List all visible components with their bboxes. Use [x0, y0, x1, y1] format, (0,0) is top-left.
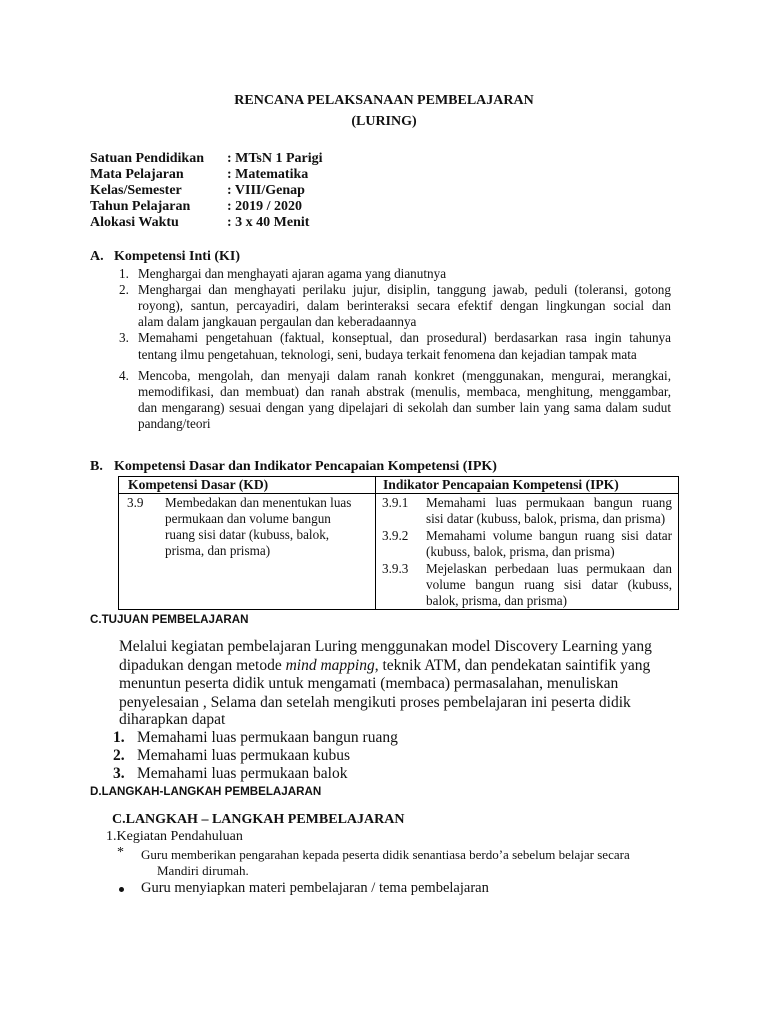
list-number: 1. — [113, 729, 125, 746]
paragraph-line: diharapkan dapat — [119, 711, 226, 728]
identity-key: Kelas/Semester — [90, 183, 182, 198]
paragraph-line: menuntun peserta didik untuk mengamati (membaca) permasalahan, menuliskan — [119, 675, 619, 692]
kd-table — [118, 476, 679, 610]
list-item-text: pandang/teori — [138, 416, 211, 431]
list-item-text: Memahami luas permukaan bangun ruang — [137, 729, 398, 746]
paragraph-line — [119, 657, 650, 675]
table-divider — [375, 477, 376, 609]
text-run: , teknik ATM, dan pendekatan saintifik yang — [374, 657, 651, 674]
section-letter: B. — [90, 459, 103, 474]
ipk-text: Memahami luas permukaan bangun ruang — [426, 495, 672, 510]
emphasis-text: mind mapping — [285, 657, 375, 674]
list-item-text: Guru menyiapkan materi pembelajaran / tema pembelajaran — [141, 880, 489, 896]
ipk-text: volume bangun ruang sisi datar (kubuss, — [426, 577, 672, 592]
paragraph-line: Melalui kegiatan pembelajaran Luring menggunakan model Discovery Learning yang — [119, 638, 652, 655]
list-item-text: alam dalam jangkauan pergaulan dan keberadaannya — [138, 314, 417, 329]
ipk-text: (kubuss, balok, prisma, dan prisma) — [426, 544, 615, 559]
list-number: 3. — [113, 765, 125, 782]
identity-key: Satuan Pendidikan — [90, 151, 204, 166]
list-item-text: Menghargai dan menghayati perilaku jujur, disiplin, tanggung jawab, peduli (toleransi, gotong — [138, 282, 671, 297]
section-letter: A. — [90, 249, 104, 264]
section-heading: D.LANGKAH-LANGKAH PEMBELAJARAN — [90, 785, 322, 798]
identity-value: : Matematika — [227, 167, 309, 182]
list-item-text: royong), santun, percayadiri, dalam berinteraksi secara efektif dengan lingkungan social dan — [138, 298, 671, 313]
ipk-number: 3.9.2 — [382, 528, 409, 543]
ipk-text: Memahami volume bangun ruang sisi datar — [426, 528, 672, 543]
list-item-text: Mandiri dirumah. — [157, 863, 249, 878]
paragraph-line: penyelesaian , Selama dan setelah mengikuti proses pembelajaran ini peserta didik — [119, 694, 631, 711]
list-item-text: tentang ilmu pengetahuan, teknologi, seni, budaya terkait fenomena dan kejadian tampak mata — [138, 347, 637, 362]
section-heading: C.LANGKAH – LANGKAH PEMBELAJARAN — [112, 812, 405, 827]
document-title: RENCANA PELAKSANAAN PEMBELAJARAN — [234, 93, 534, 108]
ipk-number: 3.9.3 — [382, 561, 409, 576]
section-heading: C.TUJUAN PEMBELAJARAN — [90, 613, 249, 626]
section-heading: Kompetensi Dasar dan Indikator Pencapaian Kompetensi (IPK) — [114, 459, 497, 474]
kd-text: permukaan dan volume bangun — [165, 511, 331, 526]
list-number: 3. — [119, 330, 129, 345]
list-item-text: dan mengarang) sesuai dengan yang dipelajari di sekolah dan sumber lain yang sama dalam sudut — [138, 400, 671, 415]
identity-key: Mata Pelajaran — [90, 167, 184, 182]
ipk-text: Mejelaskan perbedaan luas permukaan dan — [426, 561, 672, 576]
kd-text: ruang sisi datar (kubuss, balok, — [165, 527, 330, 542]
table-header-ipk: Indikator Pencapaian Kompetensi (IPK) — [383, 477, 619, 492]
identity-value: : 2019 / 2020 — [227, 199, 303, 214]
kd-number: 3.9 — [127, 495, 144, 510]
table-divider — [119, 493, 678, 494]
identity-value: : VIII/Genap — [227, 183, 305, 198]
bullet-icon — [119, 887, 124, 892]
identity-value: : MTsN 1 Parigi — [227, 151, 323, 166]
kd-text: Membedakan dan menentukan luas — [165, 495, 352, 510]
section-heading: Kompetensi Inti (KI) — [114, 249, 240, 264]
ipk-text: sisi datar (kubuss, balok, prisma, dan prisma) — [426, 511, 666, 526]
list-item-text: Memahami luas permukaan kubus — [137, 747, 351, 764]
identity-key: Tahun Pelajaran — [90, 199, 191, 214]
list-item-text: Guru memberikan pengarahan kepada peserta didik senantiasa berdo’a sebelum belajar secara — [141, 847, 630, 862]
list-number: 4. — [119, 368, 129, 383]
identity-key: Alokasi Waktu — [90, 215, 179, 230]
asterisk-marker: * — [117, 845, 124, 860]
list-item-text: Mencoba, mengolah, dan menyaji dalam ranah konkret (menggunakan, mengurai, merangkai, — [138, 368, 671, 383]
subsection-heading: 1.Kegiatan Pendahuluan — [106, 829, 243, 844]
identity-value: : 3 x 40 Menit — [227, 215, 310, 230]
text-run: dipadukan dengan metode — [119, 657, 286, 674]
ipk-number: 3.9.1 — [382, 495, 409, 510]
list-item-text: Memahami luas permukaan balok — [137, 765, 348, 782]
ipk-text: balok, prisma, dan prisma) — [426, 593, 567, 608]
kd-text: prisma, dan prisma) — [165, 543, 271, 558]
list-item-text: Menghargai dan menghayati ajaran agama yang dianutnya — [138, 266, 447, 281]
document-subtitle: (LURING) — [351, 114, 417, 129]
list-item-text: memodifikasi, dan membuat) dan ranah abstrak (menulis, membaca, menghitung, menggambar, — [138, 384, 671, 399]
table-header-kd: Kompetensi Dasar (KD) — [128, 477, 269, 492]
list-number: 2. — [119, 282, 129, 297]
list-number: 1. — [119, 266, 129, 281]
list-item-text: Memahami pengetahuan (faktual, konseptual, dan prosedural) berdasarkan rasa ingin tahunya — [138, 330, 671, 345]
list-number: 2. — [113, 747, 125, 764]
